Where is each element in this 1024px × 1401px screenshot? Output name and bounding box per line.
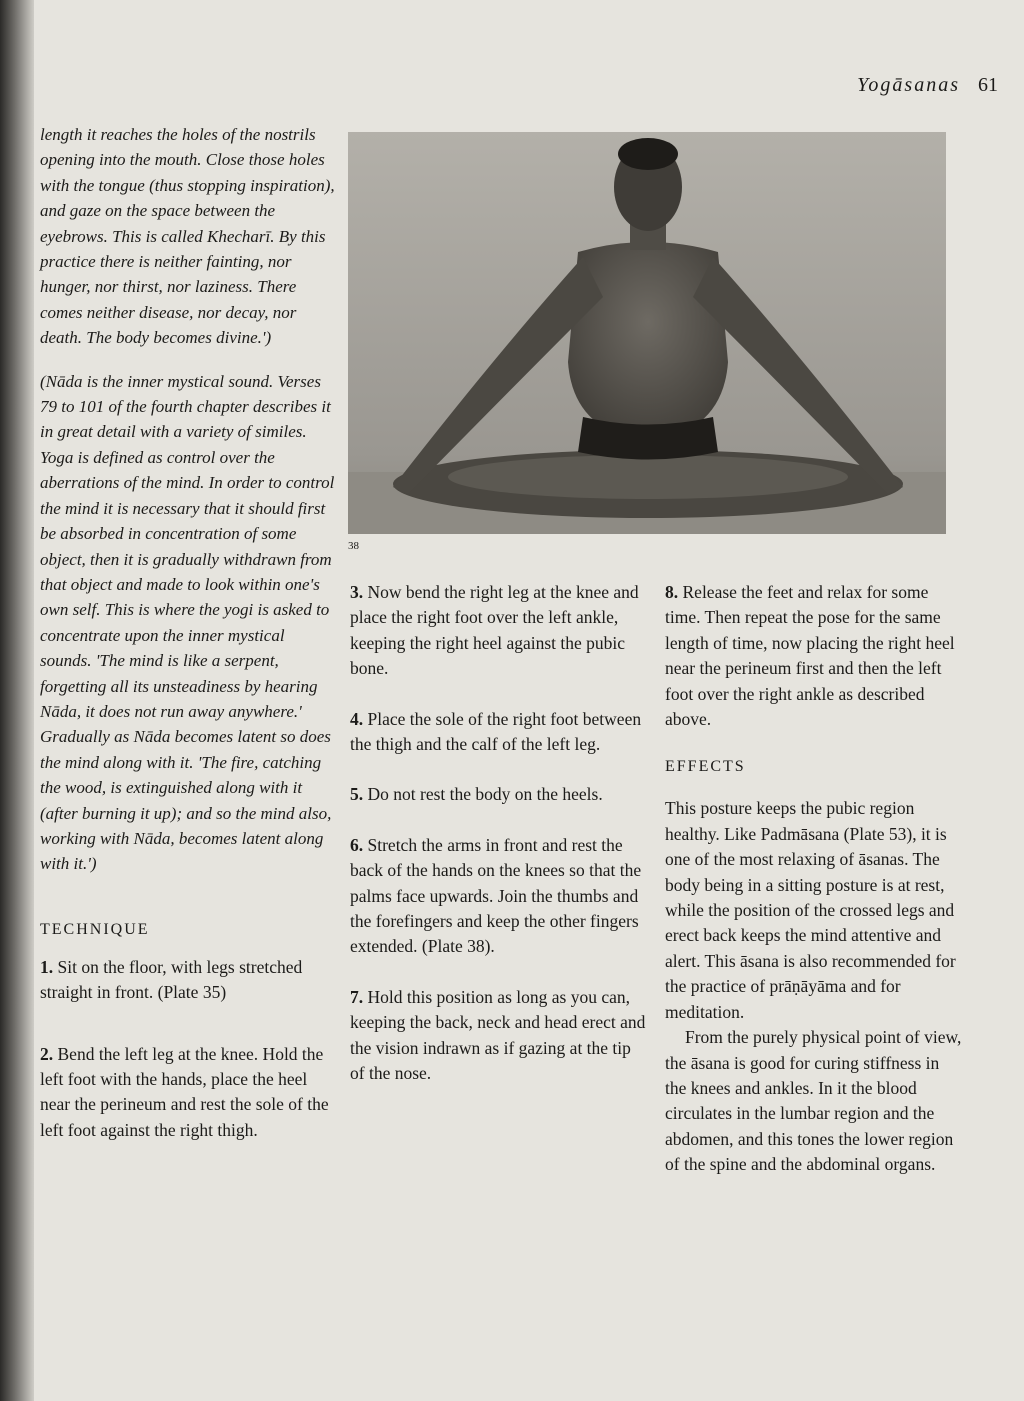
step-3 — [350, 580, 648, 682]
step-7 — [350, 985, 648, 1087]
step-1 — [40, 955, 340, 1006]
step-number: 8. — [665, 582, 679, 602]
step-number: 1. — [40, 956, 54, 977]
step-number: 5. — [350, 784, 364, 805]
step-text: Sit on the floor, with legs stretched straight in front. (Plate 35) — [40, 956, 303, 1003]
page-number: 61 — [978, 74, 998, 96]
step-text: Stretch the arms in front and rest the back of the hands on the knees so that the palms face upwards. Join the thumbs and the forefingers and keep the other fingers extended. (Plate 38). — [350, 834, 642, 957]
step-number: 6. — [350, 834, 364, 855]
step-5 — [350, 782, 648, 807]
commentary-paragraph: (Nāda is the inner mystical sound. Verses 79 to 101 of the fourth chapter describes it in great detail with a variety of similes. Yoga is defined as control over the aberrations of the mind. In order to control the mind it is necessary that it should first be absorbed in concentration of some object, then it is gradually withdrawn from that object and made to look within one's own self. This is where the yogi is asked to concentrate upon the inner mystical sounds. 'The mind is like a serpent, forgetting all its unsteadiness by hearing Nāda, it does not run away anywhere.' Gradually as Nāda becomes latent so does the mind along with it. 'The fire, catching the wood, is extinguished along with it (after burning it up); and so the mind also, working with Nāda, becomes latent along with it.') — [40, 371, 335, 874]
step-8 — [665, 580, 965, 732]
effects-paragraph: From the purely physical point of view, the āsana is good for curing stiffness in the knees and ankles. In it the blood circulates in the lumbar region and the abdomen, and this tones the lower region of the spine and the abdominal organs. — [665, 1027, 962, 1175]
step-number: 2. — [40, 1043, 54, 1064]
middle-column — [350, 580, 648, 1112]
step-number: 7. — [350, 986, 364, 1007]
right-column — [665, 580, 965, 1178]
running-head — [857, 74, 998, 97]
commentary-paragraph: length it reaches the holes of the nostrils opening into the mouth. Close those holes with the tongue (thus stopping inspiration), and gaze on the space between the eyebrows. This is called Khecharī. By this practice there is neither fainting, nor hunger, nor thirst, nor laziness. There comes neither disease, nor decay, nor death. The body becomes divine.') — [40, 125, 335, 348]
italic-commentary — [40, 122, 340, 877]
step-6 — [350, 833, 648, 960]
binding-shadow — [0, 0, 34, 1401]
seated-yogi-illustration — [348, 132, 946, 534]
step-2 — [40, 1042, 340, 1144]
step-number: 3. — [350, 582, 364, 602]
step-4 — [350, 707, 648, 758]
step-text: Do not rest the body on the heels. — [363, 784, 603, 805]
step-text: Release the feet and relax for some time. Then repeat the pose for the same length of time, now placing the right heel near the perineum first and then the left foot over the right ankle as described above. — [665, 582, 955, 730]
left-column — [40, 122, 340, 1168]
step-text: Hold this position as long as you can, keeping the back, neck and head erect and the vision indrawn as if gazing at the tip of the nose. — [350, 986, 646, 1084]
effects-heading: EFFECTS — [665, 758, 746, 776]
page-title: Yogāsanas — [857, 74, 960, 96]
step-text: Place the sole of the right foot between the thigh and the calf of the left leg. — [350, 708, 642, 755]
plate-number: 38 — [348, 540, 359, 552]
effects-paragraph: This posture keeps the pubic region healthy. Like Padmāsana (Plate 53), it is one of the most relaxing of āsanas. The body being in a sitting posture is at rest, while the position of the crossed legs and erect back keeps the mind attentive and alert. This āsana is also recommended for the practice of prāṇāyāma and for meditation. — [665, 798, 956, 1022]
plate-photo — [348, 132, 946, 534]
step-text: Bend the left leg at the knee. Hold the left foot with the hands, place the heel near the perineum and rest the sole of the left foot against the right thigh. — [40, 1043, 329, 1140]
technique-heading: TECHNIQUE — [40, 920, 150, 938]
step-number: 4. — [350, 708, 364, 729]
step-text: Now bend the right leg at the knee and place the right foot over the left ankle, keeping the right heel against the pubic bone. — [350, 582, 639, 679]
